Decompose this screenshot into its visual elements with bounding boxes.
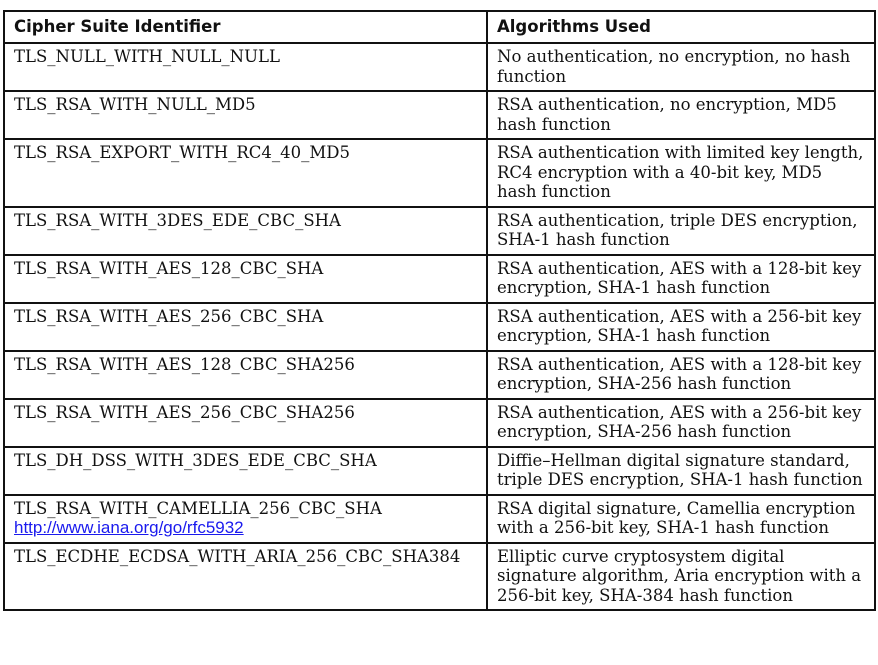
table-row xyxy=(4,543,875,611)
rfc5932-link[interactable]: http://www.iana.org/go/rfc5932 xyxy=(14,518,244,537)
table-row xyxy=(4,447,875,495)
table-row xyxy=(4,139,875,207)
cipher-suite-id: TLS_RSA_EXPORT_WITH_RC4_40_MD5 xyxy=(4,139,487,207)
cipher-suite-id: TLS_NULL_WITH_NULL_NULL xyxy=(4,43,487,91)
table-row xyxy=(4,43,875,91)
cipher-suite-table xyxy=(3,10,876,611)
table-row xyxy=(4,255,875,303)
table-row xyxy=(4,91,875,139)
header-algorithms-used: Algorithms Used xyxy=(487,11,875,43)
algorithms-used: RSA authentication, triple DES encryption, SHA-1 hash function xyxy=(487,207,875,255)
table-row xyxy=(4,207,875,255)
table-row xyxy=(4,495,875,543)
cipher-suite-id: TLS_RSA_WITH_3DES_EDE_CBC_SHA xyxy=(4,207,487,255)
header-row xyxy=(4,11,875,43)
cipher-suite-id: TLS_RSA_WITH_AES_256_CBC_SHA256 xyxy=(4,399,487,447)
cipher-suite-id: TLS_RSA_WITH_AES_128_CBC_SHA xyxy=(4,255,487,303)
cipher-suite-id: TLS_RSA_WITH_AES_256_CBC_SHA xyxy=(4,303,487,351)
cipher-suite-id: TLS_ECDHE_ECDSA_WITH_ARIA_256_CBC_SHA384 xyxy=(4,543,487,611)
cipher-suite-id: TLS_RSA_WITH_NULL_MD5 xyxy=(4,91,487,139)
algorithms-used: No authentication, no encryption, no hash function xyxy=(487,43,875,91)
algorithms-used: RSA authentication with limited key length, RC4 encryption with a 40-bit key, MD5 hash function xyxy=(487,139,875,207)
algorithms-used: RSA authentication, AES with a 128-bit key encryption, SHA-1 hash function xyxy=(487,255,875,303)
cipher-suite-id: TLS_RSA_WITH_CAMELLIA_256_CBC_SHA xyxy=(14,498,382,518)
algorithms-used: RSA authentication, no encryption, MD5 hash function xyxy=(487,91,875,139)
cipher-suite-id: TLS_DH_DSS_WITH_3DES_EDE_CBC_SHA xyxy=(4,447,487,495)
table-row xyxy=(4,399,875,447)
table-row xyxy=(4,351,875,399)
algorithms-used: Diffie–Hellman digital signature standard, triple DES encryption, SHA-1 hash function xyxy=(487,447,875,495)
algorithms-used: Elliptic curve cryptosystem digital signature algorithm, Aria encryption with a 256-bit key, SHA-384 hash function xyxy=(487,543,875,611)
header-cipher-suite-identifier: Cipher Suite Identifier xyxy=(4,11,487,43)
cipher-suite-cell xyxy=(4,495,487,543)
algorithms-used: RSA authentication, AES with a 256-bit key encryption, SHA-1 hash function xyxy=(487,303,875,351)
cipher-suite-id: TLS_RSA_WITH_AES_128_CBC_SHA256 xyxy=(4,351,487,399)
algorithms-used: RSA authentication, AES with a 128-bit key encryption, SHA-256 hash function xyxy=(487,351,875,399)
algorithms-used: RSA digital signature, Camellia encryption with a 256-bit key, SHA-1 hash function xyxy=(487,495,875,543)
algorithms-used: RSA authentication, AES with a 256-bit key encryption, SHA-256 hash function xyxy=(487,399,875,447)
table-row xyxy=(4,303,875,351)
